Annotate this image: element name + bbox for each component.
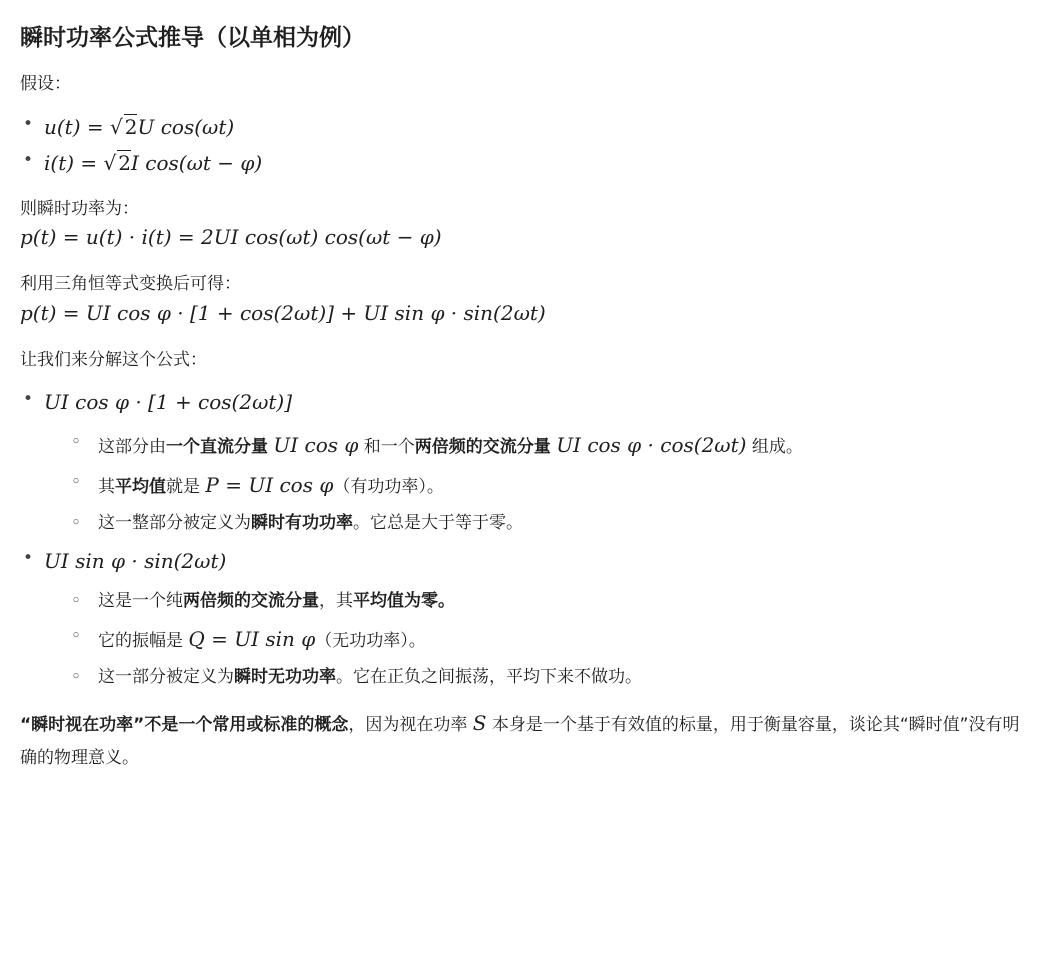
current-formula: i(t) = √ 2I cos(ωt − φ) xyxy=(44,151,262,175)
power-formula: p(t) = u(t) · i(t) = 2UI cos(ωt) cos(ωt − φ) xyxy=(20,225,442,250)
list-item: ◦ 这一整部分被定义为瞬时有功功率。它总是大于等于零。 xyxy=(71,511,1023,537)
breakdown-intro: 让我们来分解这个公式： xyxy=(20,349,207,370)
identity-intro: 利用三角恒等式变换后可得： xyxy=(20,274,241,295)
list-item: ◦ 它的振幅是 Q = UI sin φ（无功功率）。 xyxy=(71,624,1023,655)
term-list xyxy=(20,387,1023,690)
list-item: ◦ 这部分由一个直流分量 UI cos φ 和一个两倍频的交流分量 UI cos φ · cos(2ωt) 组成。 xyxy=(71,430,1023,461)
voltage-formula: u(t) = √ 2U cos(ωt) xyxy=(44,115,234,139)
list-item: ◦ 其平均值就是 P = UI cos φ（有功功率）。 xyxy=(71,470,1023,501)
list-item: ◦ 这是一个纯两倍频的交流分量，其平均值为零。 xyxy=(71,589,1023,615)
term1-formula: UI cos φ · [1 + cos(2ωt)] xyxy=(44,390,293,415)
term1-sublist xyxy=(44,430,1023,537)
list-item-term1 xyxy=(20,387,1023,536)
list-item: ◦ 这一部分被定义为瞬时无功功率。它在正负之间振荡，平均下来不做功。 xyxy=(71,665,1023,691)
sqrt-symbol: √ 2 xyxy=(110,114,138,139)
page-title: 瞬时功率公式推导（以单相为例） xyxy=(20,25,365,51)
list-item xyxy=(20,148,1023,179)
identity-formula: p(t) = UI cos φ · [1 + cos(2ωt)] + UI sin φ · sin(2ωt) xyxy=(20,300,546,325)
assume-label: 假设： xyxy=(20,74,71,95)
assumption-list xyxy=(20,112,1023,179)
list-item-term2 xyxy=(20,546,1023,690)
term2-formula: UI sin φ · sin(2ωt) xyxy=(44,549,227,574)
list-item xyxy=(20,112,1023,143)
conclusion: “瞬时视在功率”不是一个常用或标准的概念，因为视在功率 S 本身是一个基于有效值的标量，用于衡量容量，谈论其“瞬时值”没有明确的物理意义。 xyxy=(20,711,1020,769)
power-intro: 则瞬时功率为： xyxy=(20,198,139,219)
sqrt-symbol: √ 2 xyxy=(103,151,131,176)
term2-sublist xyxy=(44,589,1023,691)
